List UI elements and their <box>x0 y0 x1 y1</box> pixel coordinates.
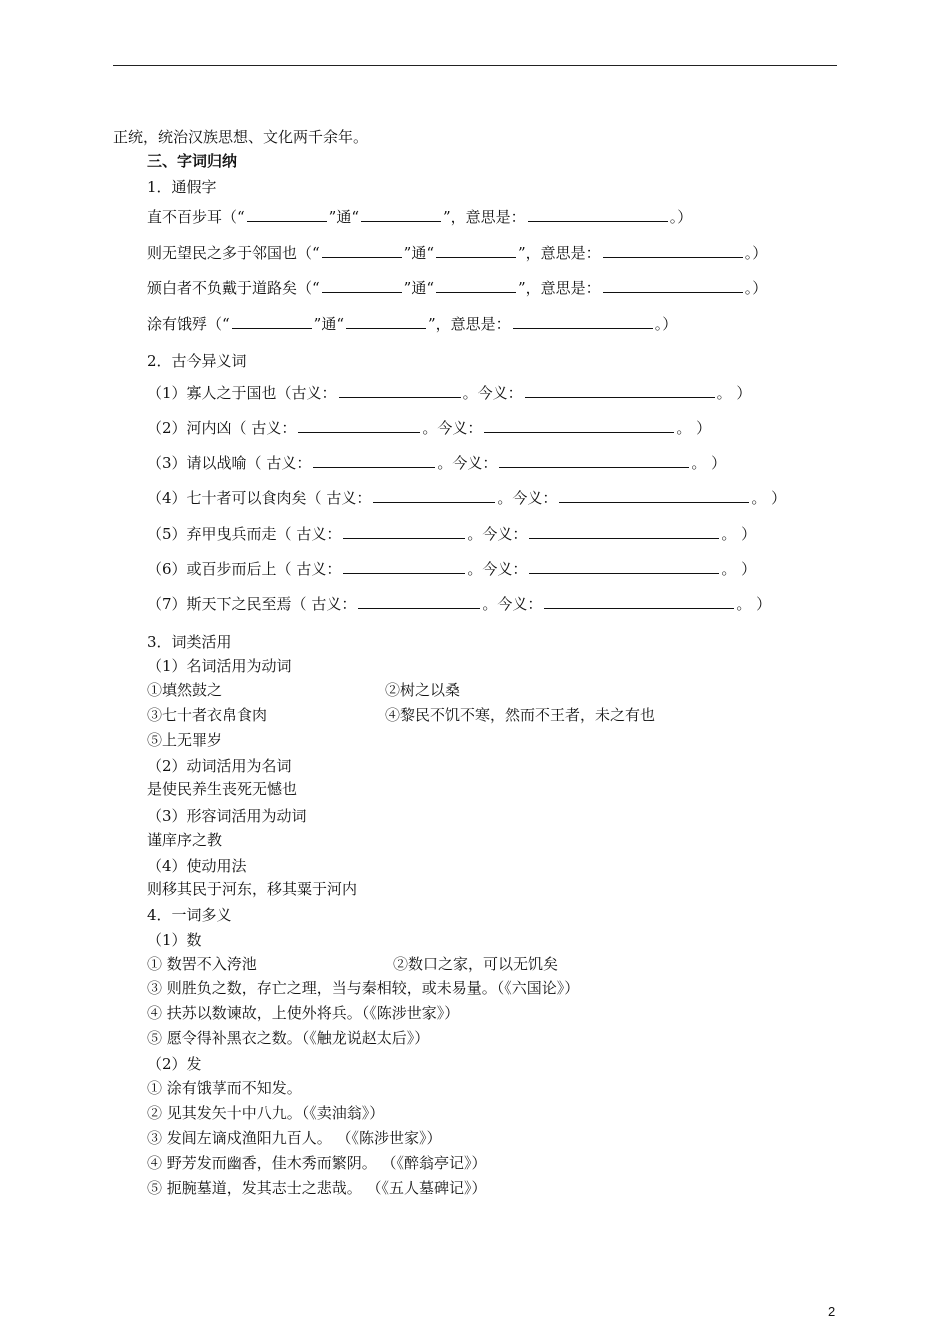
s2-row-4 <box>147 488 786 508</box>
s2-row-text: 。今义： <box>437 454 498 472</box>
s2-row-text: 古义： <box>296 560 342 578</box>
s1-row-text: ”，意思是： <box>428 315 511 333</box>
fill-blank[interactable] <box>436 243 516 258</box>
s4-fa-2: ② 见其发矢十中八九。（《卖油翁》） <box>147 1104 385 1122</box>
fill-blank[interactable] <box>529 524 719 539</box>
s2-row-3 <box>147 453 726 473</box>
s2-row-text: 古义： <box>311 595 357 613</box>
s4-shu-1: ① 数罟不入洿池 <box>147 955 257 973</box>
s1-row-head: 涂有饿殍（“ <box>147 315 230 333</box>
s1-row-text: ”通“ <box>328 208 360 226</box>
s3-item-5: ⑤上无罪岁 <box>147 731 223 749</box>
s1-row-text: ”，意思是： <box>443 208 526 226</box>
s2-row-head: （6）或百步而后上（ <box>147 560 297 578</box>
s1-row-1 <box>147 207 692 227</box>
s2-row-text: 古义： <box>251 419 297 437</box>
fill-blank[interactable] <box>343 559 465 574</box>
s4-shu-5: ⑤ 愿令得补黑衣之数。（《触龙说赵太后》） <box>147 1029 430 1047</box>
s1-row-text: 。） <box>654 315 678 333</box>
fill-blank[interactable] <box>436 278 516 293</box>
s2-row-text: 。今义： <box>497 489 558 507</box>
fill-blank[interactable] <box>513 314 653 329</box>
page-number: 2 <box>828 1304 836 1319</box>
s2-row-head: （4）七十者可以食肉矣（ <box>147 489 327 507</box>
fill-blank[interactable] <box>358 594 480 609</box>
s2-row-1 <box>147 383 751 403</box>
fill-blank[interactable] <box>528 207 668 222</box>
fill-blank[interactable] <box>361 207 441 222</box>
s2-title: 2．古今异义词 <box>147 352 247 370</box>
s3-sub2: （2）动词活用为名词 <box>147 757 292 775</box>
s2-row-text: 。今义： <box>422 419 483 437</box>
s3-sub1: （1）名词活用为动词 <box>147 657 292 675</box>
s2-row-text: 。 ） <box>716 384 752 402</box>
fill-blank[interactable] <box>322 243 402 258</box>
s2-row-5 <box>147 524 756 544</box>
s4-shu-3: ③ 则胜负之数，存亡之理，当与秦相较，或未易量。（《六国论》） <box>147 979 580 997</box>
fill-blank[interactable] <box>339 383 461 398</box>
s2-row-text: 古义： <box>266 454 312 472</box>
s4-shu-4: ④ 扶苏以数谏故，上使外将兵。（《陈涉世家》） <box>147 1004 460 1022</box>
fill-blank[interactable] <box>313 453 435 468</box>
header-rule <box>113 65 837 66</box>
fill-blank[interactable] <box>247 207 327 222</box>
s1-row-text: ”通“ <box>313 315 345 333</box>
s3-item-3: ③七十者衣帛食肉 <box>147 706 268 724</box>
s2-row-text: 。 ） <box>736 595 772 613</box>
fill-blank[interactable] <box>346 314 426 329</box>
fill-blank[interactable] <box>373 488 495 503</box>
s3-item-1: ①填然鼓之 <box>147 681 223 699</box>
fill-blank[interactable] <box>343 524 465 539</box>
s2-row-text: 古义： <box>291 384 337 402</box>
fill-blank[interactable] <box>525 383 715 398</box>
s3-example-3: 谨庠序之教 <box>147 831 223 849</box>
s2-row-head: （3）请以战喻（ <box>147 454 267 472</box>
s2-row-text: 。今义： <box>482 595 543 613</box>
s3-item-2: ②树之以桑 <box>385 681 461 699</box>
s2-row-head: （2）河内凶（ <box>147 419 252 437</box>
fill-blank[interactable] <box>544 594 734 609</box>
s2-row-text: 。 ） <box>751 489 787 507</box>
s2-row-text: 古义： <box>326 489 372 507</box>
section3-title: 三、字词归纳 <box>147 152 238 170</box>
s2-row-head: （5）弃甲曳兵而走（ <box>147 525 297 543</box>
s1-row-text: 。） <box>669 208 693 226</box>
s2-row-text: 。今义： <box>462 384 523 402</box>
fill-blank[interactable] <box>298 418 420 433</box>
s1-row-text: ”，意思是： <box>518 279 601 297</box>
s4-sub2: （2）发 <box>147 1055 202 1073</box>
fill-blank[interactable] <box>603 243 743 258</box>
s4-title: 4．一词多义 <box>147 906 232 924</box>
s3-item-4: ④黎民不饥不寒，然而不王者，未之有也 <box>385 706 656 724</box>
s1-row-text: 。） <box>744 279 768 297</box>
s2-row-text: 。 ） <box>721 525 757 543</box>
s2-row-2 <box>147 418 711 438</box>
s2-row-7 <box>147 594 771 614</box>
s1-row-head: 则无望民之多于邻国也（“ <box>147 244 320 262</box>
fill-blank[interactable] <box>322 278 402 293</box>
s1-row-text: ”，意思是： <box>518 244 601 262</box>
s4-sub1: （1）数 <box>147 931 202 949</box>
s1-row-3 <box>147 278 767 298</box>
fill-blank[interactable] <box>499 453 689 468</box>
fill-blank[interactable] <box>529 559 719 574</box>
s3-example-4: 则移其民于河东，移其粟于河内 <box>147 880 358 898</box>
s2-row-text: 。 ） <box>691 454 727 472</box>
s2-row-head: （7）斯天下之民至焉（ <box>147 595 312 613</box>
s2-row-text: 。今义： <box>467 560 528 578</box>
fill-blank[interactable] <box>232 314 312 329</box>
s4-fa-3: ③ 发闾左谪戍渔阳九百人。 （《陈涉世家》） <box>147 1129 442 1147</box>
s3-example-2: 是使民养生丧死无憾也 <box>147 780 298 798</box>
s1-row-text: 。） <box>744 244 768 262</box>
s1-row-text: ”通“ <box>403 279 435 297</box>
s1-row-4 <box>147 314 677 334</box>
s2-row-text: 。 ） <box>721 560 757 578</box>
s4-fa-1: ① 涂有饿莩而不知发。 <box>147 1079 302 1097</box>
s3-title: 3．词类活用 <box>147 633 232 651</box>
fill-blank[interactable] <box>603 278 743 293</box>
s1-row-2 <box>147 243 767 263</box>
s2-row-6 <box>147 559 756 579</box>
fill-blank[interactable] <box>484 418 674 433</box>
s1-title: 1．通假字 <box>147 178 217 196</box>
s2-row-text: 古义： <box>296 525 342 543</box>
intro-line: 正统，统治汉族思想、文化两千余年。 <box>113 128 369 146</box>
s4-fa-4: ④ 野芳发而幽香，佳木秀而繁阴。 （《醉翁亭记》） <box>147 1154 487 1172</box>
s2-row-text: 。今义： <box>467 525 528 543</box>
s4-fa-5: ⑤ 扼腕墓道，发其志士之悲哉。 （《五人墓碑记》） <box>147 1179 487 1197</box>
s2-row-text: 。 ） <box>676 419 712 437</box>
s4-shu-2: ②数口之家，可以无饥矣 <box>393 955 559 973</box>
s3-sub4: （4）使动用法 <box>147 857 247 875</box>
s2-row-head: （1）寡人之于国也（ <box>147 384 292 402</box>
s1-row-text: ”通“ <box>403 244 435 262</box>
s3-sub3: （3）形容词活用为动词 <box>147 807 307 825</box>
s1-row-head: 颁白者不负戴于道路矣（“ <box>147 279 320 297</box>
fill-blank[interactable] <box>559 488 749 503</box>
s1-row-head: 直不百步耳（“ <box>147 208 245 226</box>
